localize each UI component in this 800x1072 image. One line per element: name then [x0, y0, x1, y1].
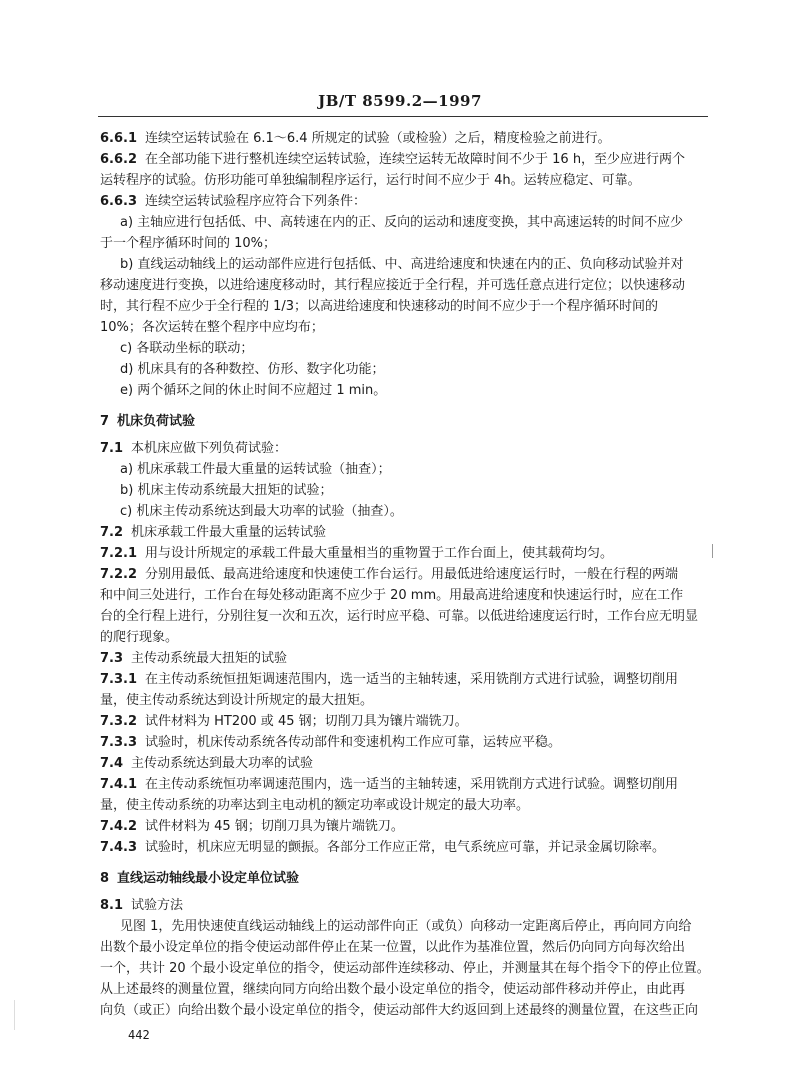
- clause-8-1: 8.1 试验方法: [100, 898, 184, 913]
- clause-6-6-3: 6.6.3 连续空运转试验程序应符合下列条件：: [100, 194, 367, 209]
- text-line: 出数个最小设定单位的指令使运动部件停止在某一位置，以此作为基准位置，然后仍向同方向每次给出: [100, 940, 686, 955]
- list-item-b: b) 机床主传动系统最大扭矩的试验；: [120, 483, 333, 498]
- text-line: 台的全行程上进行，分别往复一次和五次，运行时应平稳、可靠。以低进给速度运行时，工作台应无明显: [100, 609, 699, 624]
- text-line: 时，其行程不应少于全行程的 1/3；以高进给速度和快速移动的时间不应少于一个程序循环时间的: [100, 299, 659, 314]
- clause-7-4-1: 7.4.1 在主传动系统恒功率调速范围内，选一适当的主轴转速，采用铣削方式进行试验。调整切削用: [100, 777, 679, 792]
- text-line: 向负（或正）向给出数个最小设定单位的指令，使运动部件大约返回到上述最终的测量位置，在这些正向: [100, 1003, 699, 1018]
- clause-7-2-1: 7.2.1 用与设计所规定的承载工件最大重量相当的重物置于工作台面上，使其载荷均匀。: [100, 546, 614, 561]
- text-line: 量，使主传动系统的功率达到主电动机的额定功率或设计规定的最大功率。: [100, 798, 530, 813]
- scan-mark: [712, 544, 713, 558]
- text-line: 见图 1，先用快速使直线运动轴线上的运动部件向正（或负）向移动一定距离后停止，再向同方向给: [120, 919, 692, 934]
- clause-7-3-2: 7.3.2 试件材料为 HT200 或 45 钢；切削刀具为镶片端铣刀。: [100, 714, 468, 729]
- clause-7-1: 7.1 本机床应做下列负荷试验：: [100, 441, 288, 456]
- text-line: 10%；各次运转在整个程序中应均布；: [100, 320, 324, 335]
- section-7-heading: 7 机床负荷试验: [100, 414, 196, 429]
- text-line: 于一个程序循环时间的 10%；: [100, 236, 277, 251]
- clause-7-4: 7.4 主传动系统达到最大功率的试验: [100, 756, 314, 771]
- clause-7-4-2: 7.4.2 试件材料为 45 钢；切削刀具为镶片端铣刀。: [100, 819, 404, 834]
- clause-7-2: 7.2 机床承载工件最大重量的运转试验: [100, 525, 327, 540]
- clause-7-2-2: 7.2.2 分别用最低、最高进给速度和快速使工作台运行。用最低进给速度运行时，一般在行程的两端: [100, 567, 679, 582]
- text-line: 量，使主传动系统达到设计所规定的最大扭矩。: [100, 693, 374, 708]
- list-item-c: c) 机床主传动系统达到最大功率的试验（抽查）。: [120, 504, 403, 519]
- text-line: 一个，共计 20 个最小设定单位的指令，使运动部件连续移动、停止，并测量其在每个指令下的停止位置。: [100, 961, 710, 976]
- list-item-a: a) 主轴应进行包括低、中、高转速在内的正、反向的运动和速度变换，其中高速运转的时间不应少: [120, 215, 684, 230]
- clause-6-6-2: 6.6.2 在全部功能下进行整机连续空运转试验，连续空运转无故障时间不少于 16 h，至少应进行两个: [100, 152, 686, 167]
- list-item-a: a) 机床承载工件最大重量的运转试验（抽查）；: [120, 462, 391, 477]
- scan-mark: [14, 1000, 15, 1030]
- list-item-b: b) 直线运动轴线上的运动部件应进行包括低、中、高进给速度和快速在内的正、负向移动试验并对: [120, 257, 684, 272]
- list-item-c: c) 各联动坐标的联动；: [120, 341, 254, 356]
- text-line: 运转程序的试验。仿形功能可单独编制程序运行，运行时间不应少于 4h。运转应稳定、可靠。: [100, 173, 641, 188]
- page-number: 442: [128, 1028, 150, 1042]
- text-line: 从上述最终的测量位置，继续向同方向给出数个最小设定单位的指令，使运动部件移动并停止，由此再: [100, 982, 686, 997]
- clause-6-6-1: 6.6.1 连续空运转试验在 6.1～6.4 所规定的试验（或检验）之后，精度检验之前进行。: [100, 131, 611, 146]
- clause-7-4-3: 7.4.3 试验时，机床应无明显的颤振。各部分工作应正常，电气系统应可靠，并记录金属切除率。: [100, 840, 666, 855]
- header-rule: [98, 116, 708, 117]
- text-line: 移动速度进行变换，以进给速度移动时，其行程应接近于全行程，并可选任意点进行定位；以快速移动: [100, 278, 686, 293]
- clause-7-3-1: 7.3.1 在主传动系统恒扭矩调速范围内，选一适当的主轴转速，采用铣削方式进行试验，调整切削用: [100, 672, 679, 687]
- standard-code-header: JB/T 8599.2—1997: [318, 92, 482, 110]
- list-item-d: d) 机床具有的各种数控、仿形、数字化功能；: [120, 362, 385, 377]
- list-item-e: e) 两个循环之间的休止时间不应超过 1 min。: [120, 383, 387, 398]
- clause-7-3-3: 7.3.3 试验时，机床传动系统各传动部件和变速机构工作应可靠，运转应平稳。: [100, 735, 562, 750]
- text-line: 的爬行现象。: [100, 630, 179, 645]
- text-line: 和中间三处进行，工作台在每处移动距离不应少于 20 mm。用最高进给速度和快速运行时，应在工作: [100, 588, 684, 603]
- clause-7-3: 7.3 主传动系统最大扭矩的试验: [100, 651, 288, 666]
- section-8-heading: 8 直线运动轴线最小设定单位试验: [100, 871, 300, 886]
